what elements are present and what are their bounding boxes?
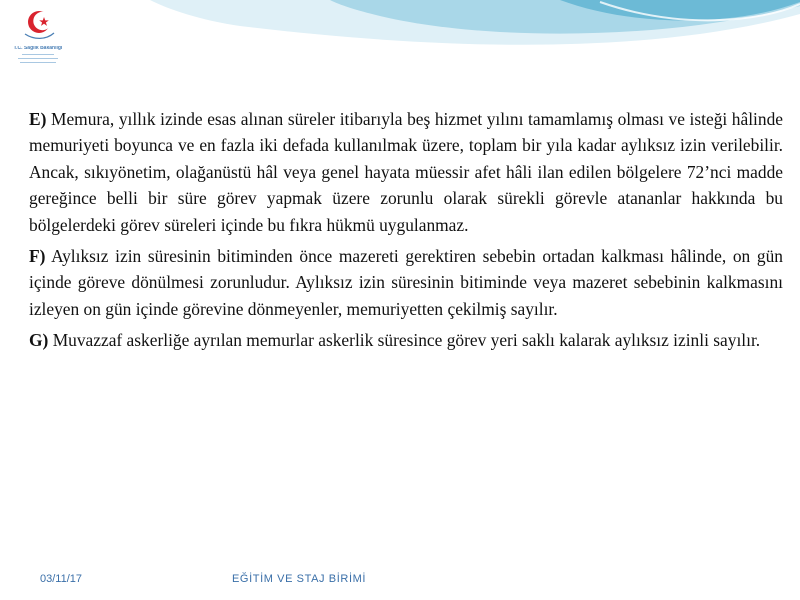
paragraph-text: Aylıksız izin süresinin bitiminden önce mazereti gerektiren sebebin ortadan kalkması hâlinde, on gün içinde göreve dönülmesi zorunludur. Aylıksız izin süresinin bitiminde veya mazeret sebebinin kalkmasını izleyen on gün içinde görevine dönmeyenler, memuriyetten çekilmiş sayılır. — [29, 246, 783, 319]
paragraph-label: F) — [29, 246, 46, 267]
logo-detail-line — [22, 54, 54, 55]
paragraph-label: G) — [29, 330, 49, 351]
crescent-star-icon — [6, 6, 70, 46]
slide-footer — [0, 573, 800, 591]
logo-detail-line — [20, 62, 56, 63]
footer-unit-name: EĞİTİM VE STAJ BİRİMİ — [232, 573, 367, 585]
logo-org-name: T.C. Sağlık Bakanlığı — [13, 46, 63, 51]
paragraph-g — [29, 327, 783, 353]
logo-detail-line — [18, 58, 58, 59]
paragraph-text: Memura, yıllık izinde esas alınan süreler itibarıyla beş hizmet yılını tamamlamış olması ve isteği hâlinde memuriyeti boyunca ve en fazla iki defada kullanılmak üzere, toplam bir yıla kadar aylıksız izin verilebilir. Ancak, sıkıyönetim, olağanüstü hâl veya genel hayata müessir afet hâli ilan edilen bölgelere 72’nci madde gereğince belli bir süre görev yapmak üzere zorunlu olarak sürekli görevle atananlar hakkında bu bölgelerdeki görev süreleri içinde bu fıkra hükmü uygulanmaz. — [29, 109, 783, 235]
paragraph-label: E) — [29, 109, 47, 129]
header-wave-decoration — [0, 0, 800, 100]
paragraph-e — [29, 106, 783, 238]
ministry-logo — [6, 6, 70, 70]
paragraph-f — [29, 243, 783, 322]
slide-body — [29, 106, 783, 359]
footer-date: 03/11/17 — [40, 573, 83, 585]
paragraph-text: Muvazzaf askerliğe ayrılan memurlar askerlik süresince görev yeri saklı kalarak aylıksız izinli sayılır. — [52, 330, 761, 351]
